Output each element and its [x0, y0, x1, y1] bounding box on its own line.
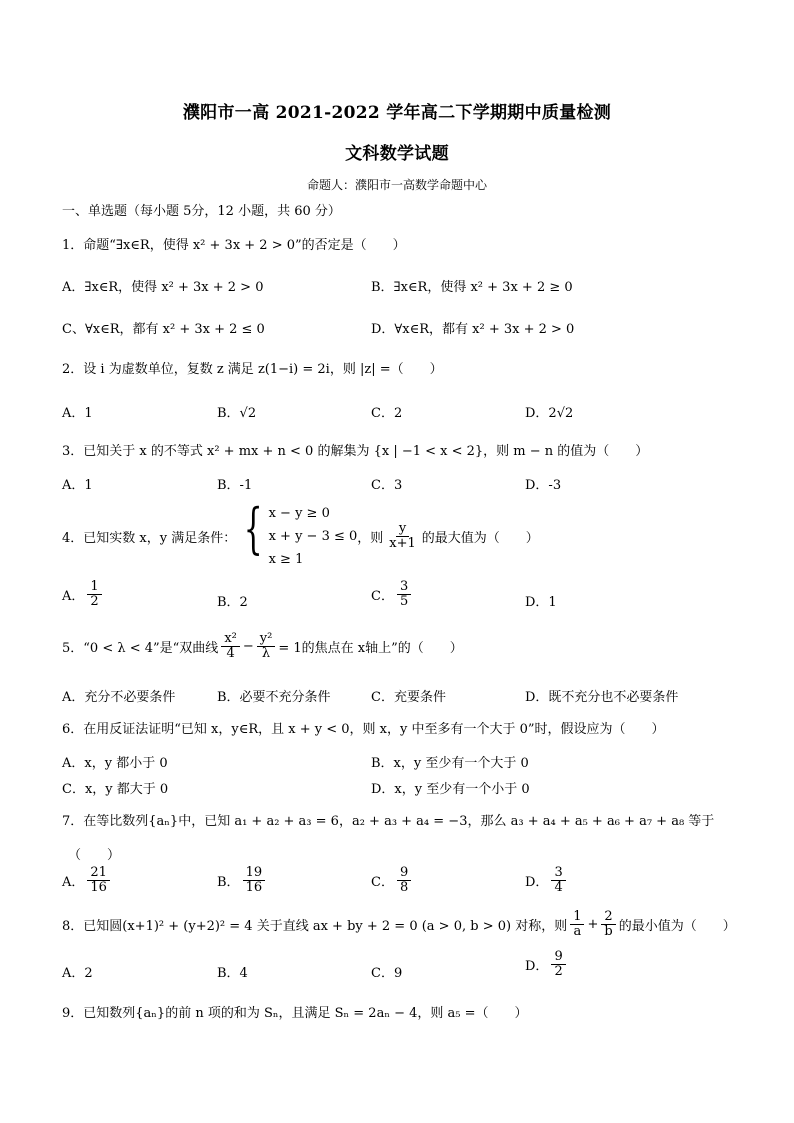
question-2-option-c: C．2	[371, 406, 403, 421]
question-1-option-a: A．∃x∈R，使得 x² + 3x + 2 > 0	[62, 280, 264, 295]
question-7-option-d: D． $\frac{3}{4}$	[525, 866, 569, 894]
question-5-option-a: A．充分不必要条件	[62, 690, 176, 705]
question-7-paren: （ ）	[68, 848, 121, 863]
question-8-option-c: C．9	[371, 966, 403, 981]
fraction: $\frac{9}{2}$	[551, 950, 565, 978]
question-8-option-b: B．4	[217, 966, 248, 981]
question-5-stem: 5．“0 < λ < 4”是“双曲线 $\frac{\text{x²}}{4}$ − $\frac{\text{y²}}{\lambda}$ = 1的焦点在 x轴上”的（ ）	[62, 631, 463, 661]
question-4-option-d: D．1	[525, 595, 557, 610]
question-7-stem: 7．在等比数列{aₙ}中，已知 a₁ + a₂ + a₃ = 6，a₂ + a₃ + a₄ = −3，那么 a₃ + a₄ + a₅ + a₆ + a₇ + a₈ 等于	[62, 814, 715, 829]
question-6-option-c: C．x，y 都大于 0	[62, 782, 169, 797]
question-5-option-b: B．必要不充分条件	[217, 690, 331, 705]
question-7-option-c: C． $\frac{9}{8}$	[371, 866, 414, 894]
fraction: $\frac{3}{4}$	[551, 866, 565, 894]
question-3-option-c: C．3	[371, 478, 403, 493]
fraction-y2-over-lambda: $\frac{\text{y²}}{\lambda}$	[257, 632, 276, 660]
question-1-option-b: B．∃x∈R，使得 x² + 3x + 2 ≥ 0	[371, 280, 573, 295]
exam-title: 濮阳市一高 2021-2022 学年高二下学期期中质量检测	[182, 103, 612, 123]
question-3-option-a: A．1	[62, 478, 93, 493]
question-6-option-b: B．x，y 至少有一个大于 0	[371, 756, 529, 771]
question-8-option-d: D． $\frac{9}{2}$	[525, 950, 569, 978]
question-6-option-d: D．x，y 至少有一个小于 0	[371, 782, 530, 797]
question-6-stem: 6．在用反证法证明“已知 x，y∈R，且 x + y < 0，则 x，y 中至多有一个大于 0”时，假设应为（ ）	[62, 722, 665, 737]
question-2-option-d: D．2√2	[525, 406, 574, 421]
constraint-3: x ≥ 1	[268, 552, 304, 567]
question-5-option-d: D．既不充分也不必要条件	[525, 690, 679, 705]
fraction-y-over-x-plus-1: $\frac{y}{x+1}$	[389, 521, 416, 551]
question-7-option-b: B． $\frac{19}{16}$	[217, 866, 268, 894]
fraction: $\frac{9}{8}$	[397, 866, 411, 894]
exam-subtitle: 文科数学试题	[345, 144, 449, 164]
question-1-stem: 1．命题“∃x∈R，使得 x² + 3x + 2 > 0”的否定是（ ）	[62, 238, 406, 253]
question-4-option-b: B．2	[217, 595, 248, 610]
question-2-stem: 2．设 i 为虚数单位，复数 z 满足 z(1−i) = 2i，则 |z| =（ ）	[62, 362, 443, 377]
question-9-stem: 9．已知数列{aₙ}的前 n 项的和为 Sₙ，且满足 Sₙ = 2aₙ − 4，则 a₅ =（ ）	[62, 1006, 528, 1021]
constraint-1: x − y ≥ 0	[268, 506, 330, 521]
fraction-x2-over-4: $\frac{\text{x²}}{4}$	[221, 632, 240, 660]
question-4-suffix: 的最大值为（ ）	[421, 531, 539, 546]
constraint-2: x + y − 3 ≤ 0	[268, 529, 358, 544]
question-4-option-c: C． $\frac{3}{5}$	[371, 580, 414, 608]
question-1-option-d: D．∀x∈R，都有 x² + 3x + 2 > 0	[371, 322, 575, 337]
question-3-stem: 3．已知关于 x 的不等式 x² + mx + n < 0 的解集为 {x | −1 < x < 2}，则 m − n 的值为（ ）	[62, 444, 649, 459]
fraction: $\frac{3}{5}$	[397, 580, 411, 608]
fraction-2-over-b: $\frac{2}{b}$	[601, 910, 615, 938]
question-3-option-b: B．-1	[217, 478, 253, 493]
fraction: $\frac{21}{16}$	[87, 866, 110, 894]
question-6-option-a: A．x，y 都小于 0	[62, 756, 168, 771]
question-4-option-a: A． $\frac{1}{2}$	[62, 580, 105, 608]
section-heading: 一、单选题（每小题 5分，12 小题，共 60 分）	[62, 204, 341, 219]
fraction: $\frac{1}{2}$	[87, 580, 101, 608]
left-brace: {	[243, 497, 263, 560]
question-4-mid: ，则	[357, 531, 384, 546]
question-1-option-c: C、∀x∈R，都有 x² + 3x + 2 ≤ 0	[62, 322, 265, 337]
fraction: $\frac{19}{16}$	[243, 866, 266, 894]
fraction-1-over-a: $\frac{1}{a}$	[570, 910, 584, 938]
question-8-option-a: A．2	[62, 966, 93, 981]
author-line: 命题人：濮阳市一高数学命题中心	[306, 178, 487, 192]
question-7-option-a: A． $\frac{21}{16}$	[62, 866, 113, 894]
question-4-stem	[62, 497, 539, 571]
question-2-option-b: B．√2	[217, 406, 257, 421]
question-8-stem: 8．已知圆(x+1)² + (y+2)² = 4 关于直线 ax + by + 2 = 0 (a > 0, b > 0) 对称，则 $\frac{1}{a}$ + $\frac{2}{b}$ 的最小值为（ ）	[62, 909, 736, 939]
constraint-system	[236, 497, 358, 571]
question-3-option-d: D．-3	[525, 478, 562, 493]
question-4-prefix: 4．已知实数 x，y 满足条件：	[62, 531, 237, 546]
question-5-option-c: C．充要条件	[371, 690, 446, 705]
question-2-option-a: A．1	[62, 406, 93, 421]
